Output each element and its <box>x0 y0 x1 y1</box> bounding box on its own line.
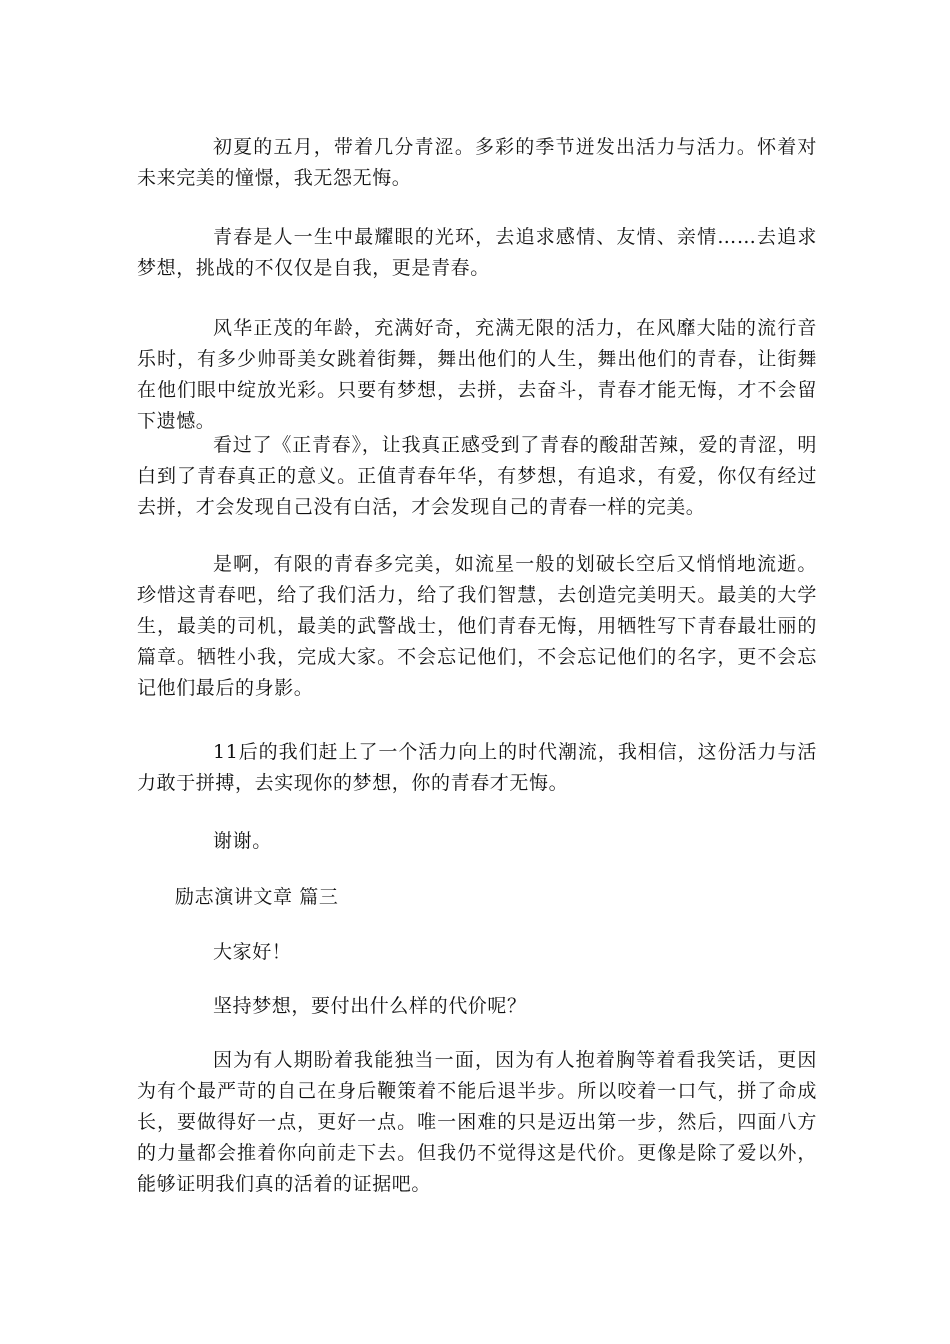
paragraph-street-dance: 风华正茂的年龄，充满好奇，充满无限的活力，在风靡大陆的流行音乐时，有多少帅哥美女跳着街舞，舞出他们的人生，舞出他们的青春，让街舞在他们眼中绽放光彩。只要有梦想，去拼，去奋斗，青春才能无悔，才不会留下遗憾。 <box>137 317 817 432</box>
section-heading: 励志演讲文章 篇三 <box>175 886 339 908</box>
paragraph-cherish-youth: 是啊，有限的青春多完美，如流星一般的划破长空后又悄悄地流逝。珍惜这青春吧，给了我们活力，给了我们智慧，去创造完美明天。最美的大学生，最美的司机，最美的武警战士，他们青春无悔，用牺牲写下青春最壮丽的篇章。牺牲小我，完成大家。不会忘记他们，不会忘记他们的名字，更不会忘记他们最后的身影。 <box>137 553 817 699</box>
paragraph-cost-of-dream: 因为有人期盼着我能独当一面，因为有人抱着胸等着看我笑话，更因为有个最严苛的自己在身后鞭策着不能后退半步。所以咬着一口气，拼了命成长，要做得好一点，更好一点。唯一困难的只是迈出第一步，然后，四面八方的力量都会推着你向前走下去。但我仍不觉得这是代价。更像是除了爱以外，能够证明我们真的活着的证据吧。 <box>137 1049 817 1195</box>
paragraph-era-trend: 11后的我们赶上了一个活力向上的时代潮流，我相信，这份活力与活力敢于拼搏，去实现你的梦想，你的青春才无悔。 <box>137 741 817 794</box>
paragraph-youth-halo: 青春是人一生中最耀眼的光环，去追求感情、友情、亲情……去追求梦想，挑战的不仅仅是自我，更是青春。 <box>137 226 817 279</box>
paragraph-zheng-qingchun: 看过了《正青春》，让我真正感受到了青春的酸甜苦辣，爱的青涩，明白到了青春真正的意义。正值青春年华，有梦想，有追求，有爱，你仅有经过去拼，才会发现自己没有白活，才会发现自己的青春一样的完美。 <box>137 434 817 518</box>
paragraph-question: 坚持梦想，要付出什么样的代价呢？ <box>213 995 527 1017</box>
paragraph-thanks: 谢谢。 <box>213 830 272 852</box>
paragraph-greeting: 大家好！ <box>213 941 292 963</box>
paragraph-early-summer: 初夏的五月，带着几分青涩。多彩的季节迸发出活力与活力。怀着对未来完美的憧憬，我无怨无悔。 <box>137 136 817 189</box>
